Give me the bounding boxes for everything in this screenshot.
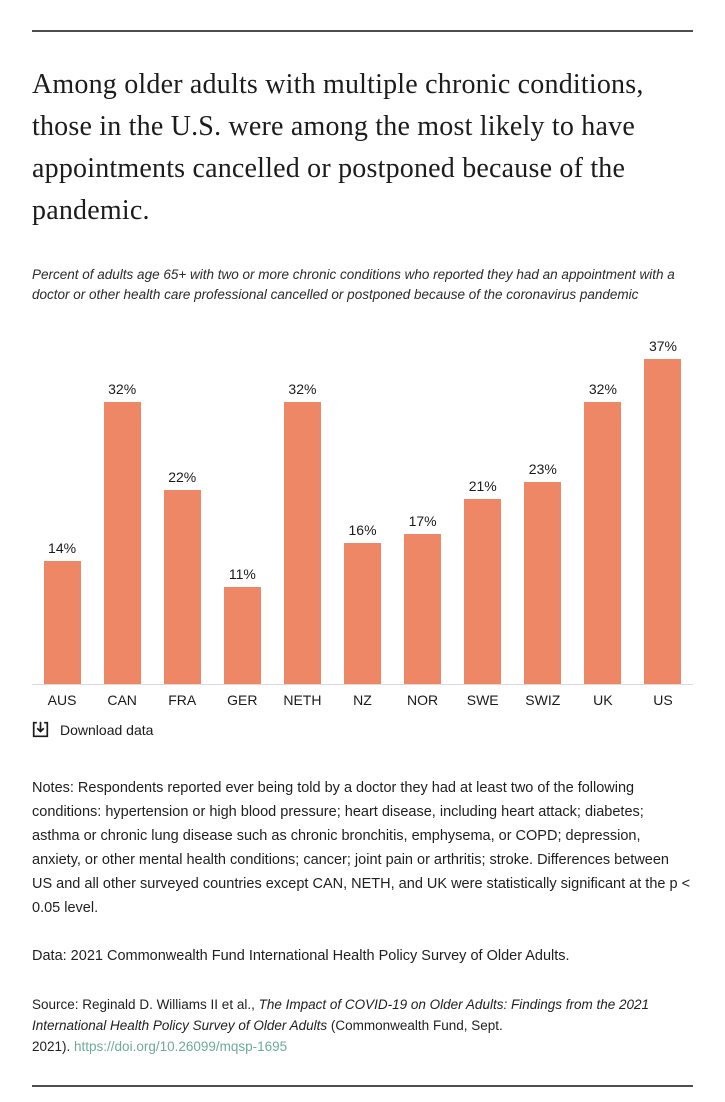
chart-column-ger <box>212 338 272 684</box>
download-tray-icon <box>32 721 49 738</box>
chart-column-neth <box>272 338 332 684</box>
chart-plot <box>32 338 693 685</box>
bar-aus[interactable] <box>44 561 81 684</box>
bar-chart <box>32 338 693 708</box>
download-data-button[interactable] <box>32 721 153 738</box>
bar-value-label: 32% <box>588 381 617 398</box>
bar-value-label: 11% <box>228 566 256 583</box>
bar-nor[interactable] <box>404 534 441 684</box>
bar-can[interactable] <box>104 402 141 684</box>
bar-value-label: 21% <box>468 478 497 495</box>
category-label-ger: GER <box>227 692 258 708</box>
category-label-can: CAN <box>107 692 137 708</box>
download-data-label: Download data <box>60 721 154 738</box>
bar-neth[interactable] <box>284 402 321 684</box>
source-suffix-line1: (Commonwealth Fund, Sept. <box>327 1018 503 1033</box>
category-label-uk: UK <box>593 692 613 708</box>
chart-column-us <box>633 338 693 684</box>
bar-nz[interactable] <box>344 543 381 684</box>
doi-link[interactable]: https://doi.org/10.26099/mqsp-1695 <box>74 1039 288 1054</box>
bar-value-label: 37% <box>648 338 677 354</box>
data-note-text: Data: 2021 Commonwealth Fund International Health Policy Survey of Older Adults. <box>32 948 570 964</box>
category-label-neth: NETH <box>283 692 322 708</box>
category-label-swiz: SWIZ <box>525 692 561 708</box>
chart-column-can <box>92 338 152 684</box>
bar-value-label: 32% <box>108 381 137 398</box>
chart-subtitle: Percent of adults age 65+ with two or more chronic conditions who reported they had an appointment with a doctor or other health care professional cancelled or postponed because of the coronavirus pandemic <box>32 267 675 302</box>
chart-x-axis <box>32 685 693 708</box>
bar-value-label: 17% <box>408 513 437 530</box>
bar-swiz[interactable] <box>524 482 561 684</box>
chart-column-nz <box>332 338 392 684</box>
bar-ger[interactable] <box>224 587 261 684</box>
source-title-italic: The Impact of COVID-19 on Older Adults: Findings from the 2021 International Health Policy Survey of Older Adults <box>32 997 650 1033</box>
category-label-nor: NOR <box>407 692 439 708</box>
category-label-swe: SWE <box>466 692 499 708</box>
source-suffix-line2: 2021). <box>32 1039 75 1054</box>
chart-column-swe <box>453 338 513 684</box>
chart-column-swiz <box>513 338 573 684</box>
chart-column-fra <box>152 338 212 684</box>
category-label-fra: FRA <box>168 692 197 708</box>
notes-text: Notes: Respondents reported ever being told by a doctor they had at least two of the following conditions: hypertension or high blood pressure; heart disease, including heart attack; diabetes; asthma or chronic lung disease such as chronic bronchitis, emphysema, or COPD; depression, anxiety, or other mental health conditions; cancer; joint pain or arthritis; stroke. Differences between US and all other surveyed countries except CAN, NETH, and UK were statistically significant at the p < 0.05 level. <box>32 780 691 916</box>
bar-value-label: 23% <box>528 460 557 477</box>
report-page <box>0 30 725 1087</box>
bar-swe[interactable] <box>464 499 501 684</box>
bottom-divider <box>32 1085 693 1087</box>
chart-column-uk <box>573 338 633 684</box>
page-title: Among older adults with multiple chronic conditions, those in the U.S. were among the most likely to have appointments cancelled or postponed because of the pandemic. <box>32 69 644 226</box>
source-prefix: Source: Reginald D. Williams II et al., <box>32 997 259 1012</box>
bar-value-label: 32% <box>288 381 317 398</box>
source-text <box>32 994 672 1057</box>
bar-us[interactable] <box>644 359 681 684</box>
bar-value-label: 16% <box>348 522 377 539</box>
bar-uk[interactable] <box>584 402 621 684</box>
top-divider <box>32 30 693 32</box>
bar-value-label: 14% <box>48 539 77 556</box>
bar-fra[interactable] <box>164 490 201 684</box>
chart-column-aus <box>32 338 92 684</box>
bar-value-label: 22% <box>168 469 197 486</box>
category-label-us: US <box>653 692 673 708</box>
category-label-aus: AUS <box>47 692 77 708</box>
category-label-nz: NZ <box>353 692 372 708</box>
chart-column-nor <box>393 338 453 684</box>
